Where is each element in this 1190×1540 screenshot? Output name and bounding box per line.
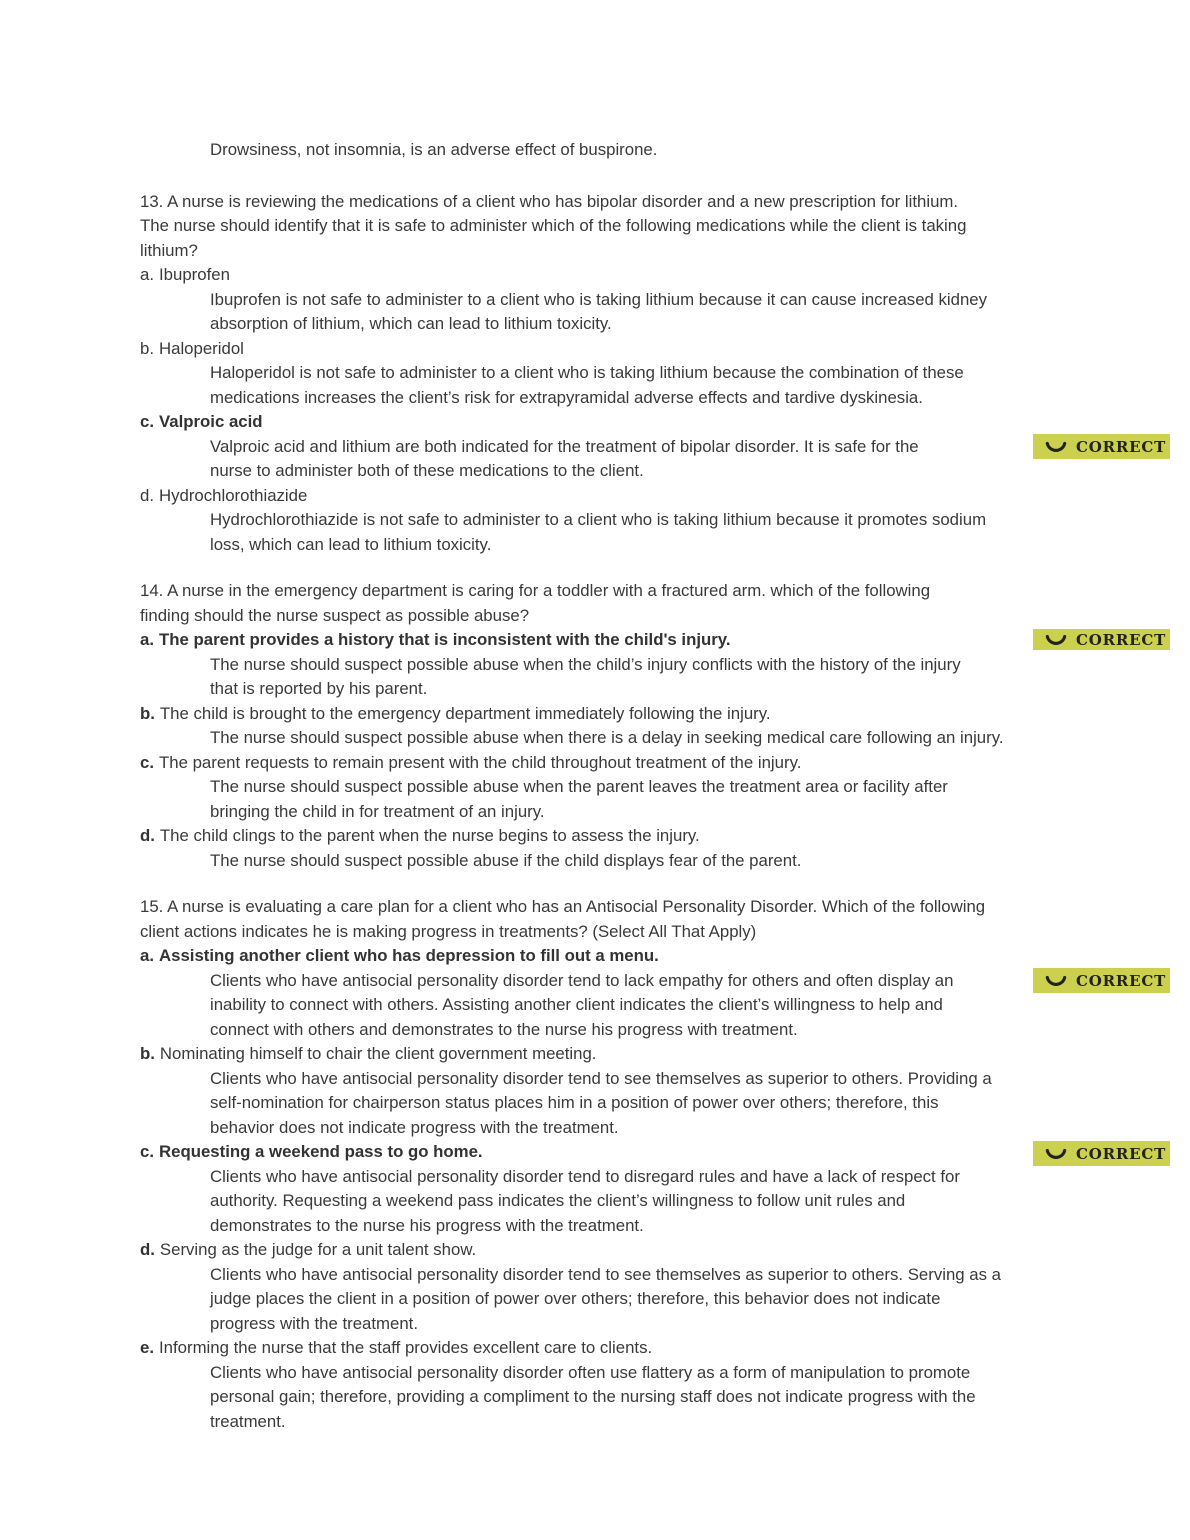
option-line <box>140 824 1070 849</box>
option-row <box>140 702 1070 751</box>
rationale-line: judge places the client in a position of power over others; therefore, this behavior does not indicate <box>210 1289 941 1308</box>
option-rationale <box>140 1263 1070 1337</box>
option-text: The parent provides a history that is inconsistent with the child's injury. <box>159 630 731 649</box>
rationale-line: personal gain; therefore, providing a compliment to the nursing staff does not indicate progress with the <box>210 1387 976 1406</box>
option-text: Informing the nurse that the staff provides excellent care to clients. <box>159 1338 653 1357</box>
rationale-line: demonstrates to the nurse his progress with the treatment. <box>210 1215 644 1235</box>
check-swoosh-icon <box>1045 440 1067 453</box>
correct-badge-label: CORRECT <box>1076 630 1167 649</box>
question-stem-line: lithium? <box>140 240 198 260</box>
rationale-line: Ibuprofen is not safe to administer to a client who is taking lithium because it can cause increased kidney <box>210 289 988 309</box>
correct-badge <box>1033 1141 1170 1166</box>
rationale-line: behavior does not indicate progress with the treatment. <box>210 1117 619 1137</box>
correct-badge-label: CORRECT <box>1076 1144 1167 1163</box>
option-text: Hydrochlorothiazide <box>159 485 308 505</box>
check-swoosh-icon <box>1045 1147 1067 1160</box>
option-rationale <box>140 726 1070 751</box>
question-block <box>140 579 1167 873</box>
question-stem-line: 13. A nurse is reviewing the medications of a client who has bipolar disorder and a new prescription for lithium. <box>140 191 959 211</box>
question-block <box>140 895 1167 1434</box>
rationale-line: loss, which can lead to lithium toxicity. <box>210 534 492 554</box>
rationale-line: The nurse should suspect possible abuse when the parent leaves the treatment area or facility after <box>210 777 948 796</box>
option-rationale <box>140 653 1070 702</box>
option-letter: e. <box>140 1338 154 1357</box>
option-line <box>140 751 1070 776</box>
option-rationale <box>140 288 1070 337</box>
option-line <box>140 702 1070 727</box>
question-stem-line: finding should the nurse suspect as possible abuse? <box>140 605 530 625</box>
rationale-line: self-nomination for chairperson status places him in a position of power over others; therefore, this <box>210 1093 939 1112</box>
correct-badge <box>1033 434 1170 459</box>
rationale-line: nurse to administer both of these medications to the client. <box>210 461 644 480</box>
option-text: The child clings to the parent when the nurse begins to assess the injury. <box>159 826 700 845</box>
correct-badge <box>1033 629 1170 650</box>
rationale-line: treatment. <box>210 1411 286 1431</box>
option-row <box>140 1140 1167 1238</box>
question-block <box>140 190 1167 558</box>
rationale-line: Haloperidol is not safe to administer to a client who is taking lithium because the combination of these <box>210 363 964 382</box>
check-swoosh-icon <box>1045 633 1067 646</box>
option-letter: c. <box>140 412 154 431</box>
option-line <box>140 337 1070 362</box>
option-row <box>140 410 1167 484</box>
option-row <box>140 628 1167 702</box>
rationale-line: The nurse should suspect possible abuse if the child displays fear of the parent. <box>210 850 802 870</box>
rationale-line: The nurse should suspect possible abuse when there is a delay in seeking medical care following an injury. <box>210 728 1004 747</box>
option-letter: d. <box>140 1240 155 1259</box>
option-line <box>140 628 1070 653</box>
option-row <box>140 337 1070 411</box>
option-line <box>140 484 1070 509</box>
correct-badge <box>1033 968 1170 993</box>
rationale-line: inability to connect with others. Assisting another client indicates the client’s willingness to help and <box>210 995 943 1014</box>
question-stem-line: client actions indicates he is making progress in treatments? (Select All That Apply) <box>140 921 757 941</box>
option-text: Ibuprofen <box>159 265 230 284</box>
option-letter: b. <box>140 338 154 358</box>
option-rationale <box>140 435 1070 484</box>
option-rationale <box>140 969 1070 1043</box>
content <box>140 138 1167 1456</box>
option-letter: a. <box>140 946 154 965</box>
option-text: The parent requests to remain present with the child throughout treatment of the injury. <box>159 752 802 772</box>
option-rationale <box>140 849 1070 874</box>
option-letter: c. <box>140 752 154 772</box>
rationale-line: Clients who have antisocial personality disorder tend to see themselves as superior to others. Providing a <box>210 1068 992 1088</box>
rationale-line: progress with the treatment. <box>210 1313 418 1333</box>
rationale-line: Valproic acid and lithium are both indicated for the treatment of bipolar disorder. It is safe for the <box>210 436 919 456</box>
question-stem-line: The nurse should identify that it is safe to administer which of the following medications while the client is taking <box>140 216 967 235</box>
option-row <box>140 1336 1070 1434</box>
rationale-line: Clients who have antisocial personality disorder often use flattery as a form of manipulation to promote <box>210 1362 971 1382</box>
rationale-line: that is reported by his parent. <box>210 679 428 698</box>
option-row <box>140 1238 1070 1336</box>
option-text: Assisting another client who has depression to fill out a menu. <box>159 946 659 965</box>
option-rationale <box>140 508 1070 557</box>
option-rationale <box>140 1165 1070 1239</box>
rationale-line: absorption of lithium, which can lead to lithium toxicity. <box>210 314 612 333</box>
correct-badge-label: CORRECT <box>1076 971 1167 990</box>
option-rationale <box>140 361 1070 410</box>
option-letter: a. <box>140 265 154 284</box>
rationale-line: bringing the child in for treatment of an injury. <box>210 801 545 821</box>
option-letter: d. <box>140 485 154 505</box>
option-line <box>140 410 1070 435</box>
rationale-line: connect with others and demonstrates to the nurse his progress with treatment. <box>210 1019 798 1039</box>
option-rationale <box>140 1067 1070 1141</box>
rationale-line: authority. Requesting a weekend pass indicates the client’s willingness to follow unit rules and <box>210 1191 906 1210</box>
option-row <box>140 1042 1070 1140</box>
option-line <box>140 263 1070 288</box>
rationale-line: medications increases the client’s risk for extrapyramidal adverse effects and tardive dyskinesia. <box>210 387 923 407</box>
question-stem-line: 14. A nurse in the emergency department is caring for a toddler with a fractured arm. which of the following <box>140 581 931 600</box>
option-rationale <box>140 775 1070 824</box>
option-letter: c. <box>140 1142 154 1161</box>
rationale-line: Clients who have antisocial personality disorder tend to see themselves as superior to others. Serving as a <box>210 1264 1001 1284</box>
question-stem-line: 15. A nurse is evaluating a care plan for a client who has an Antisocial Personality Disorder. Which of the following <box>140 897 986 916</box>
option-line <box>140 1238 1070 1263</box>
option-row <box>140 751 1070 825</box>
option-row <box>140 484 1070 558</box>
option-line <box>140 1042 1070 1067</box>
option-letter: b. <box>140 703 155 723</box>
option-line <box>140 1140 1070 1165</box>
option-letter: b. <box>140 1044 155 1063</box>
option-row <box>140 824 1070 873</box>
option-letter: d. <box>140 826 155 845</box>
rationale-line: Clients who have antisocial personality disorder tend to lack empathy for others and often display an <box>210 970 954 990</box>
rationale-line: Hydrochlorothiazide is not safe to administer to a client who is taking lithium because it promotes sodium <box>210 510 987 529</box>
option-letter: a. <box>140 630 154 649</box>
option-text: Requesting a weekend pass to go home. <box>159 1142 483 1161</box>
option-row <box>140 263 1070 337</box>
correct-badge-label: CORRECT <box>1076 437 1167 456</box>
option-text: Haloperidol <box>159 338 244 358</box>
option-rationale <box>140 1361 1070 1435</box>
intro-rationale-line: Drowsiness, not insomnia, is an adverse effect of buspirone. <box>210 140 658 159</box>
rationale-line: Clients who have antisocial personality disorder tend to disregard rules and have a lack of respect for <box>210 1166 960 1186</box>
check-swoosh-icon <box>1045 974 1067 987</box>
option-line <box>140 944 1070 969</box>
rationale-line: The nurse should suspect possible abuse when the child’s injury conflicts with the history of the injury <box>210 654 961 674</box>
option-text: The child is brought to the emergency department immediately following the injury. <box>159 703 771 723</box>
option-line <box>140 1336 1070 1361</box>
option-text: Valproic acid <box>159 412 263 431</box>
option-row <box>140 944 1167 1042</box>
option-text: Nominating himself to chair the client government meeting. <box>159 1044 597 1063</box>
option-text: Serving as the judge for a unit talent show. <box>159 1240 477 1259</box>
